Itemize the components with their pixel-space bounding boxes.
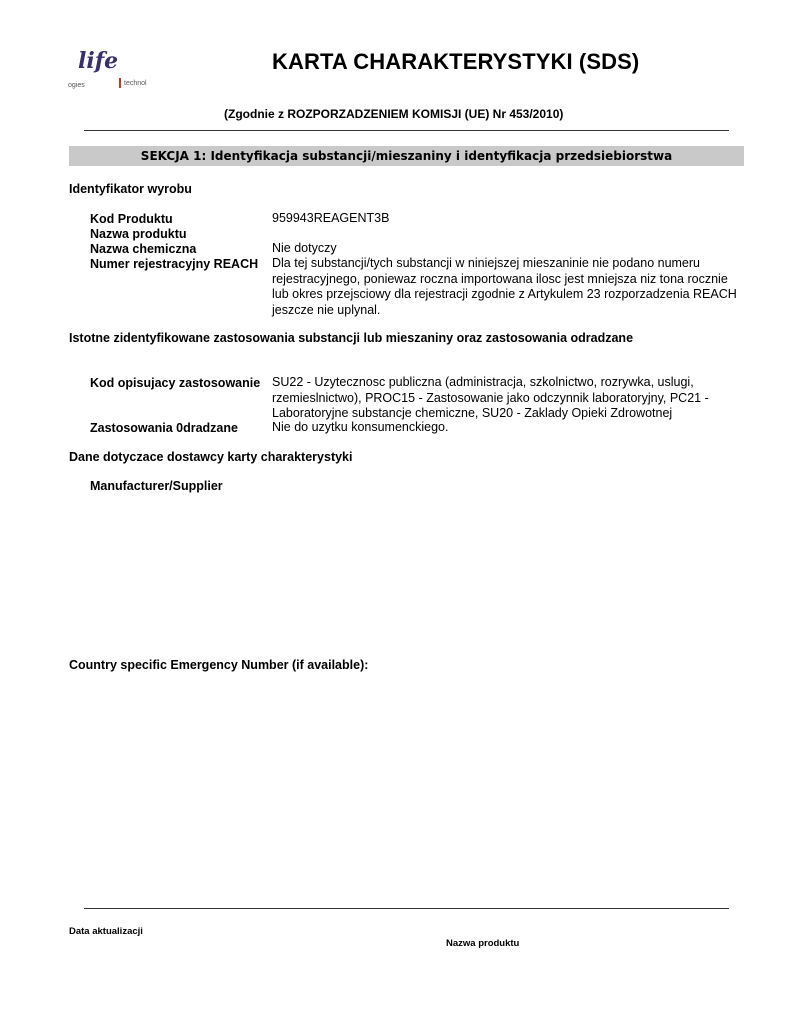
product-name-label: Nazwa produktu xyxy=(90,227,187,241)
reach-number-label: Numer rejestracyjny REACH xyxy=(90,257,259,271)
logo-accent-bar xyxy=(119,78,121,88)
logo-left-text: ogies xyxy=(68,82,85,89)
regulation-subtitle: (Zgodnie z ROZPORZADZENIEM KOMISJI (UE) Nr 453/2010) xyxy=(224,107,564,121)
emergency-number-heading: Country specific Emergency Number (if available): xyxy=(69,658,369,672)
reach-number-value: Dla tej substancji/tych substancji w niniejszej mieszaninie nie podano numeru rejestracyjnego, poniewaz roczna importowana ilosc jest mniejsza niz tona rocznie lub okres przejsciowy dla rejestracji zgodnie z Artykulem 23 rozporzadzenia REACH jeszcze nie uplynal. xyxy=(272,256,737,317)
header-divider xyxy=(84,130,729,131)
logo-right-text: technol xyxy=(124,80,147,87)
footer-divider xyxy=(84,908,729,909)
company-logo xyxy=(66,46,166,94)
chemical-name-label: Nazwa chemiczna xyxy=(90,242,197,256)
section-heading: SEKCJA 1: Identyfikacja substancji/mieszaniny i identyfikacja przedsiebiorstwa xyxy=(140,149,673,163)
use-code-value: SU22 - Uzytecznosc publiczna (administracja, szkolnictwo, rozrywka, uslugi, rzemieslnictwo), PROC15 - Zastosowanie jako odczynnik laboratoryjny, PC21 - Laboratoryjne substancje chemiczne, SU20 - Zaklady Opieki Zdrowotnej xyxy=(272,375,709,420)
use-code-label: Kod opisujacy zastosowanie xyxy=(90,376,261,390)
logo-word: life xyxy=(78,48,119,74)
footer-product-name-label: Nazwa produktu xyxy=(446,938,520,949)
identifier-heading: Identyfikator wyrobu xyxy=(69,182,192,196)
discouraged-uses-value: Nie do uzytku konsumenckiego. xyxy=(272,420,449,434)
revision-date-label: Data aktualizacji xyxy=(69,926,143,937)
product-code-value: 959943REAGENT3B xyxy=(272,211,390,225)
product-code-label: Kod Produktu xyxy=(90,212,173,226)
manufacturer-supplier-label: Manufacturer/Supplier xyxy=(90,479,223,493)
chemical-name-value: Nie dotyczy xyxy=(272,241,337,255)
page-title: KARTA CHARAKTERYSTYKI (SDS) xyxy=(272,49,640,74)
discouraged-uses-label: Zastosowania 0dradzane xyxy=(90,421,238,435)
supplier-heading: Dane dotyczace dostawcy karty charakterystyki xyxy=(69,450,353,464)
uses-heading: Istotne zidentyfikowane zastosowania substancji lub mieszaniny oraz zastosowania odradzane xyxy=(69,331,634,345)
